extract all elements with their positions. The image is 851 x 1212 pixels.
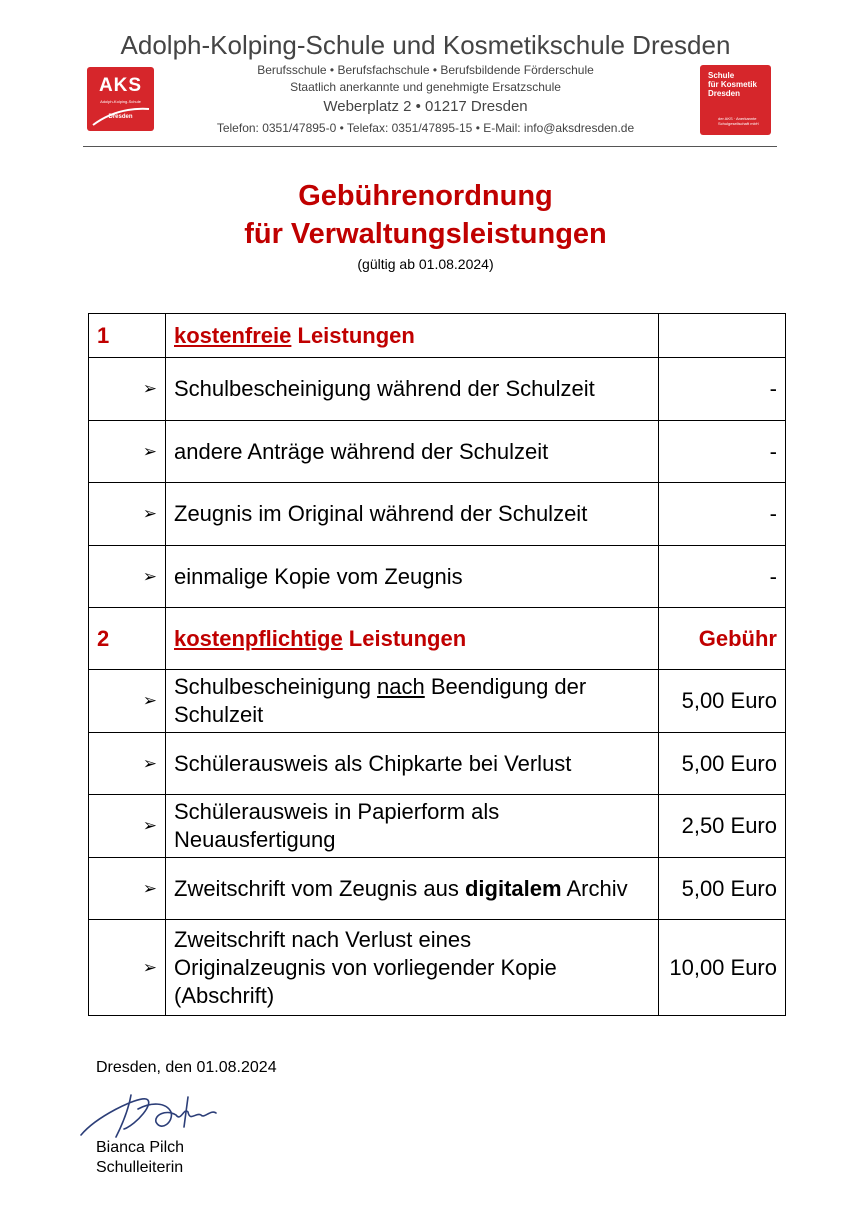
validity-note: (gültig ab 01.08.2024) [357,256,494,272]
contact-line: Telefon: 0351/47895-0 • Telefax: 0351/47895-15 • E-Mail: info@aksdresden.de [216,121,635,135]
arrow-bullet-icon: ➢ [142,441,157,461]
section-number-text: 2 [97,625,110,651]
service-label [166,670,659,733]
recognition: Staatlich anerkannte und genehmigte Ersatzschule [290,80,561,94]
bullet-cell [89,421,166,483]
logo-right-tagline1: der AKS · Anerkannte [718,116,757,121]
header-divider [83,146,777,147]
logo-right-line3: Dresden [708,89,741,98]
section-title-underlined: kostenfreie [174,322,292,348]
bullet-cell [89,733,166,795]
bullet-cell [89,483,166,546]
fee-header [659,608,786,670]
arrow-bullet-icon: ➢ [142,379,157,398]
signer-name: Bianca Pilch [96,1139,185,1156]
section-title-rest: Leistungen [291,322,415,348]
section-title [166,314,659,358]
section-header-row [89,314,786,358]
fee-value: 5,00 Euro [659,670,786,733]
section-title-rest: Leistungen [342,625,467,651]
fee-value: - [659,483,786,546]
kosmetikschule-logo [700,65,771,135]
fee-value: 10,00 Euro [659,920,786,1016]
fee-value: 5,00 Euro [659,733,786,795]
table-row [89,358,786,421]
service-label: einmalige Kopie vom Zeugnis [166,546,659,608]
signer-role: Schulleiterin [96,1159,184,1176]
service-label-part: Schulbescheinigung [174,674,378,699]
service-label: Schulbescheinigung während der Schulzeit [166,358,659,421]
address: Weberplatz 2 • 01217 Dresden [323,98,528,115]
section-title-underlined: kostenpflichtige [174,625,343,651]
table-row [89,733,786,795]
fee-header-text: Gebühr [698,625,777,651]
service-label-emphasis: nach [377,674,425,699]
arrow-bullet-icon: ➢ [142,566,157,586]
section-header-row [89,608,786,670]
place-and-date: Dresden, den 01.08.2024 [96,1059,277,1076]
service-label: Zweitschrift nach Verlust eines Originalzeugnis von vorliegender Kopie (Abschrift) [166,920,659,1016]
service-label [166,858,659,920]
bullet-cell [89,670,166,733]
fee-value: - [659,421,786,483]
fee-cell [659,314,786,358]
table-row [89,858,786,920]
document-title: Gebührenordnung [298,180,553,212]
fee-value: 2,50 Euro [659,795,786,858]
fee-value: 5,00 Euro [659,858,786,920]
table-row [89,483,786,546]
logo-right-line1: Schule [708,71,735,80]
logo-right-line2: für Kosmetik [708,80,757,89]
table-row [89,670,786,733]
table-row [89,920,786,1016]
table-row [89,421,786,483]
arrow-bullet-icon: ➢ [142,957,157,977]
logo-subtitle: Adolph-Kolping-Schule [100,99,141,104]
service-label: Schülerausweis in Papierform als Neuausfertigung [166,795,659,858]
section-number [89,608,166,670]
arrow-bullet-icon: ➢ [142,878,157,898]
bullet-cell [89,920,166,1016]
arrow-bullet-icon: ➢ [142,691,157,710]
table-row [89,795,786,858]
logo-abbr: AKS [98,75,143,96]
document-subtitle: für Verwaltungsleistungen [244,218,607,250]
arrow-bullet-icon: ➢ [142,816,157,835]
section-number [89,314,166,358]
signature-image [76,1077,256,1147]
school-name: Adolph-Kolping-Schule und Kosmetikschule Dresden [120,30,731,60]
bullet-cell [89,795,166,858]
bullet-cell [89,546,166,608]
logo-right-tagline [718,116,759,126]
arrow-bullet-icon: ➢ [142,504,157,523]
section-title [166,608,659,670]
section-number-text: 1 [97,322,110,348]
fee-value: - [659,358,786,421]
service-label-part: Zweitschrift vom Zeugnis aus [174,875,465,901]
logo-city: Dresden [108,114,133,120]
arrow-bullet-icon: ➢ [142,753,157,773]
fee-table [88,313,786,1016]
service-label: andere Anträge während der Schulzeit [166,421,659,483]
service-label-part: Beendigung der Schulzeit [174,674,587,727]
table-row [89,546,786,608]
service-label-bold: digitalem [464,875,562,901]
service-label: Schülerausweis als Chipkarte bei Verlust [166,733,659,795]
bullet-cell [89,358,166,421]
logo-right-text [708,71,757,98]
school-types: Berufsschule • Berufsfachschule • Berufsbildende Förderschule [257,63,594,77]
service-label: Zeugnis im Original während der Schulzeit [166,483,659,546]
bullet-cell [89,858,166,920]
fee-value: - [659,546,786,608]
service-label-part: Archiv [561,875,628,901]
logo-right-tagline2: Schulgesellschaft mbH [718,121,759,126]
